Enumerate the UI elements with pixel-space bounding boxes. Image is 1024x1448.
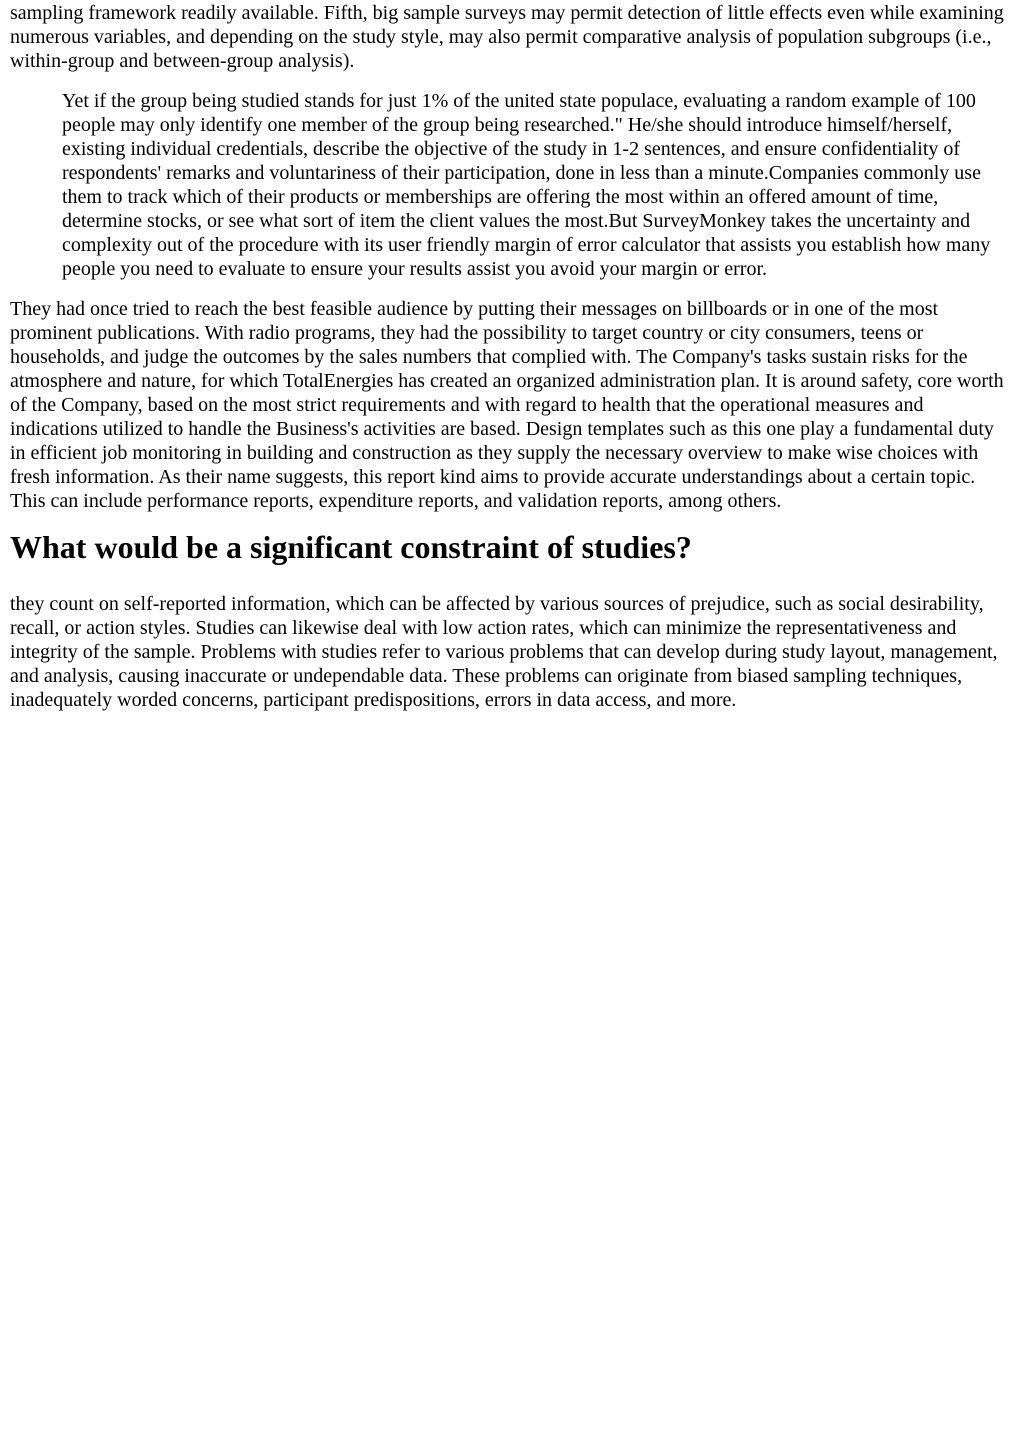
paragraph-study-constraints: they count on self-reported information, which can be affected by various sources of prejudice, such as social desirability, recall, or action styles. Studies can likewise deal with low action rates, which can minimize the representativeness and integrity of the sample. Problems with studies refer to various problems that can develop during study layout, management, and analysis, causing inaccurate or undependable data. These problems can originate from biased sampling techniques, inadequately worded concerns, participant predispositions, errors in data access, and more.: [10, 593, 998, 711]
blockquote-survey-excerpt: Yet if the group being studied stands for just 1% of the united state populace, evaluating a random example of 100 people may only identify one member of the group being researched." He/she should introduce himself/herself, existing individual credentials, describe the objective of the study in 1-2 sentences, and ensure confidentiality of respondents' remarks and voluntariness of their participation, done in less than a minute.Companies commonly use them to track which of their products or memberships are offering the most within an offered amount of time, determine stocks, or see what sort of item the client values the most.But SurveyMonkey takes the uncertainty and complexity out of the procedure with its user friendly margin of error calculator that assists you establish how many people you need to evaluate to ensure your results assist you avoid your margin or error.: [62, 90, 991, 280]
paragraph-sampling-framework: sampling framework readily available. Fifth, big sample surveys may permit detection of little effects even while examining numerous variables, and depending on the study style, may also permit comparative analysis of population subgroups (i.e., within-group and between-group analysis).: [10, 2, 1004, 72]
section-heading-constraint-of-studies: What would be a significant constraint of studies?: [10, 529, 692, 565]
paragraph-totalenergies-reports: They had once tried to reach the best feasible audience by putting their messages on billboards or in one of the most prominent publications. With radio programs, they had the possibility to target country or city consumers, teens or households, and judge the outcomes by the sales numbers that complied with. The Company's tasks sustain risks for the atmosphere and nature, for which TotalEnergies has created an organized administration plan. It is around safety, core worth of the Company, based on the most strict requirements and with regard to health that the operational measures and indications utilized to handle the Business's activities are based. Design templates such as this one play a fundamental duty in efficient job monitoring in building and construction as they supply the necessary overview to make wise choices with fresh information. As their name suggests, this report kind aims to provide accurate understandings about a certain topic. This can include performance reports, expenditure reports, and validation reports, among others.: [10, 298, 1004, 512]
